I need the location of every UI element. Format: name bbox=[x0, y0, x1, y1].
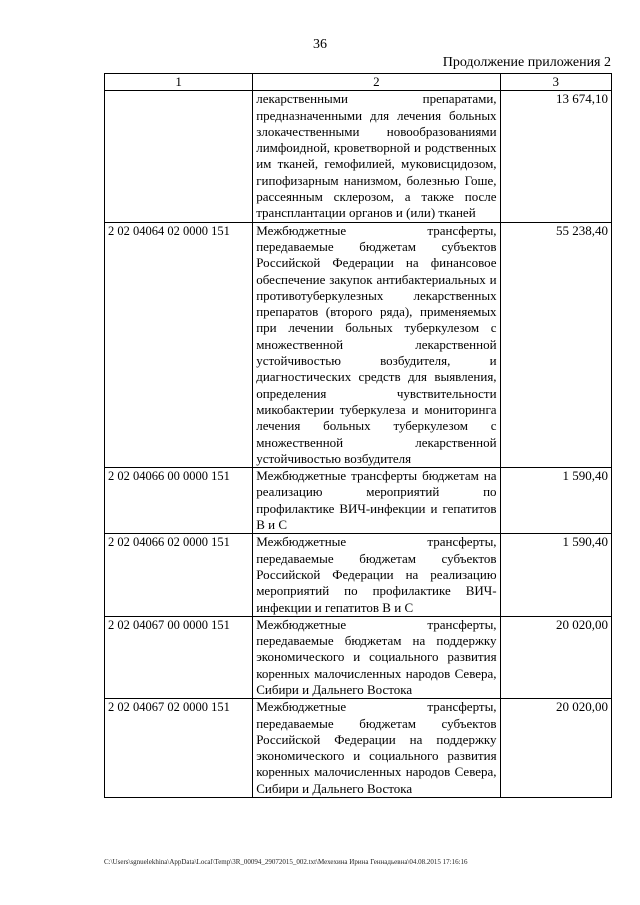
page-number: 36 bbox=[313, 37, 327, 52]
table-row bbox=[105, 91, 612, 222]
row-amount: 20 020,00 bbox=[500, 699, 611, 798]
table-row bbox=[105, 616, 612, 698]
header-col-3: 3 bbox=[500, 74, 611, 91]
row-description: Межбюджетные трансферты, передаваемые бюджетам на поддержку экономического и социального развития коренных малочисленных народов Севера, Сибири и Дальнего Востока bbox=[253, 616, 500, 698]
row-code: 2 02 04064 02 0000 151 bbox=[105, 222, 253, 467]
continuation-caption: Продолжение приложения 2 bbox=[442, 55, 611, 70]
file-path-footer: C:\Users\sgnuelekhina\AppData\Local\Temp\3R_00094_29072015_002.txt\Мехехина Ирина Геннадьевна\04.08.2015 17:16:16 bbox=[104, 858, 468, 866]
row-code: 2 02 04067 00 0000 151 bbox=[105, 616, 253, 698]
table-header-row bbox=[105, 74, 612, 91]
row-code: 2 02 04066 00 0000 151 bbox=[105, 468, 253, 534]
table-row bbox=[105, 534, 612, 616]
row-amount: 20 020,00 bbox=[500, 616, 611, 698]
row-description: Межбюджетные трансферты, передаваемые бюджетам субъектов Российской Федерации на реализацию мероприятий по профилактике ВИЧ-инфекции и гепатитов В и С bbox=[253, 534, 500, 616]
row-amount: 55 238,40 bbox=[500, 222, 611, 467]
table-row bbox=[105, 222, 612, 467]
row-description: Межбюджетные трансферты, передаваемые бюджетам субъектов Российской Федерации на финансовое обеспечение закупок антибактериальных и противотуберкулезных лекарственных препаратов (второго ряда), применяемых при лечении больных туберкулезом с множественной лекарственной устойчивостью возбудителя, и диагностических средств для выявления, определения чувствительности микобактерии туберкулеза и мониторинга лечения больных туберкулезом с множественной лекарственной устойчивостью возбудителя bbox=[253, 222, 500, 467]
row-description: Межбюджетные трансферты бюджетам на реализацию мероприятий по профилактике ВИЧ-инфекции и гепатитов В и С bbox=[253, 468, 500, 534]
table-row bbox=[105, 699, 612, 798]
row-code: 2 02 04066 02 0000 151 bbox=[105, 534, 253, 616]
row-amount: 1 590,40 bbox=[500, 468, 611, 534]
header-col-2: 2 bbox=[253, 74, 500, 91]
table-row bbox=[105, 468, 612, 534]
appendix-table bbox=[104, 73, 612, 798]
row-code bbox=[105, 91, 253, 222]
row-description: Межбюджетные трансферты, передаваемые бюджетам субъектов Российской Федерации на поддержку экономического и социального развития коренных малочисленных народов Севера, Сибири и Дальнего Востока bbox=[253, 699, 500, 798]
row-amount: 13 674,10 bbox=[500, 91, 611, 222]
row-code: 2 02 04067 02 0000 151 bbox=[105, 699, 253, 798]
header-col-1: 1 bbox=[105, 74, 253, 91]
row-description: лекарственными препаратами, предназначенными для лечения больных злокачественными новообразованиями лимфоидной, кроветворной и родственных им тканей, гемофилией, муковисцидозом, гипофизарным нанизмом, болезнью Гоше, рассеянным склерозом, а также после трансплантации органов и (или) тканей bbox=[253, 91, 500, 222]
row-amount: 1 590,40 bbox=[500, 534, 611, 616]
